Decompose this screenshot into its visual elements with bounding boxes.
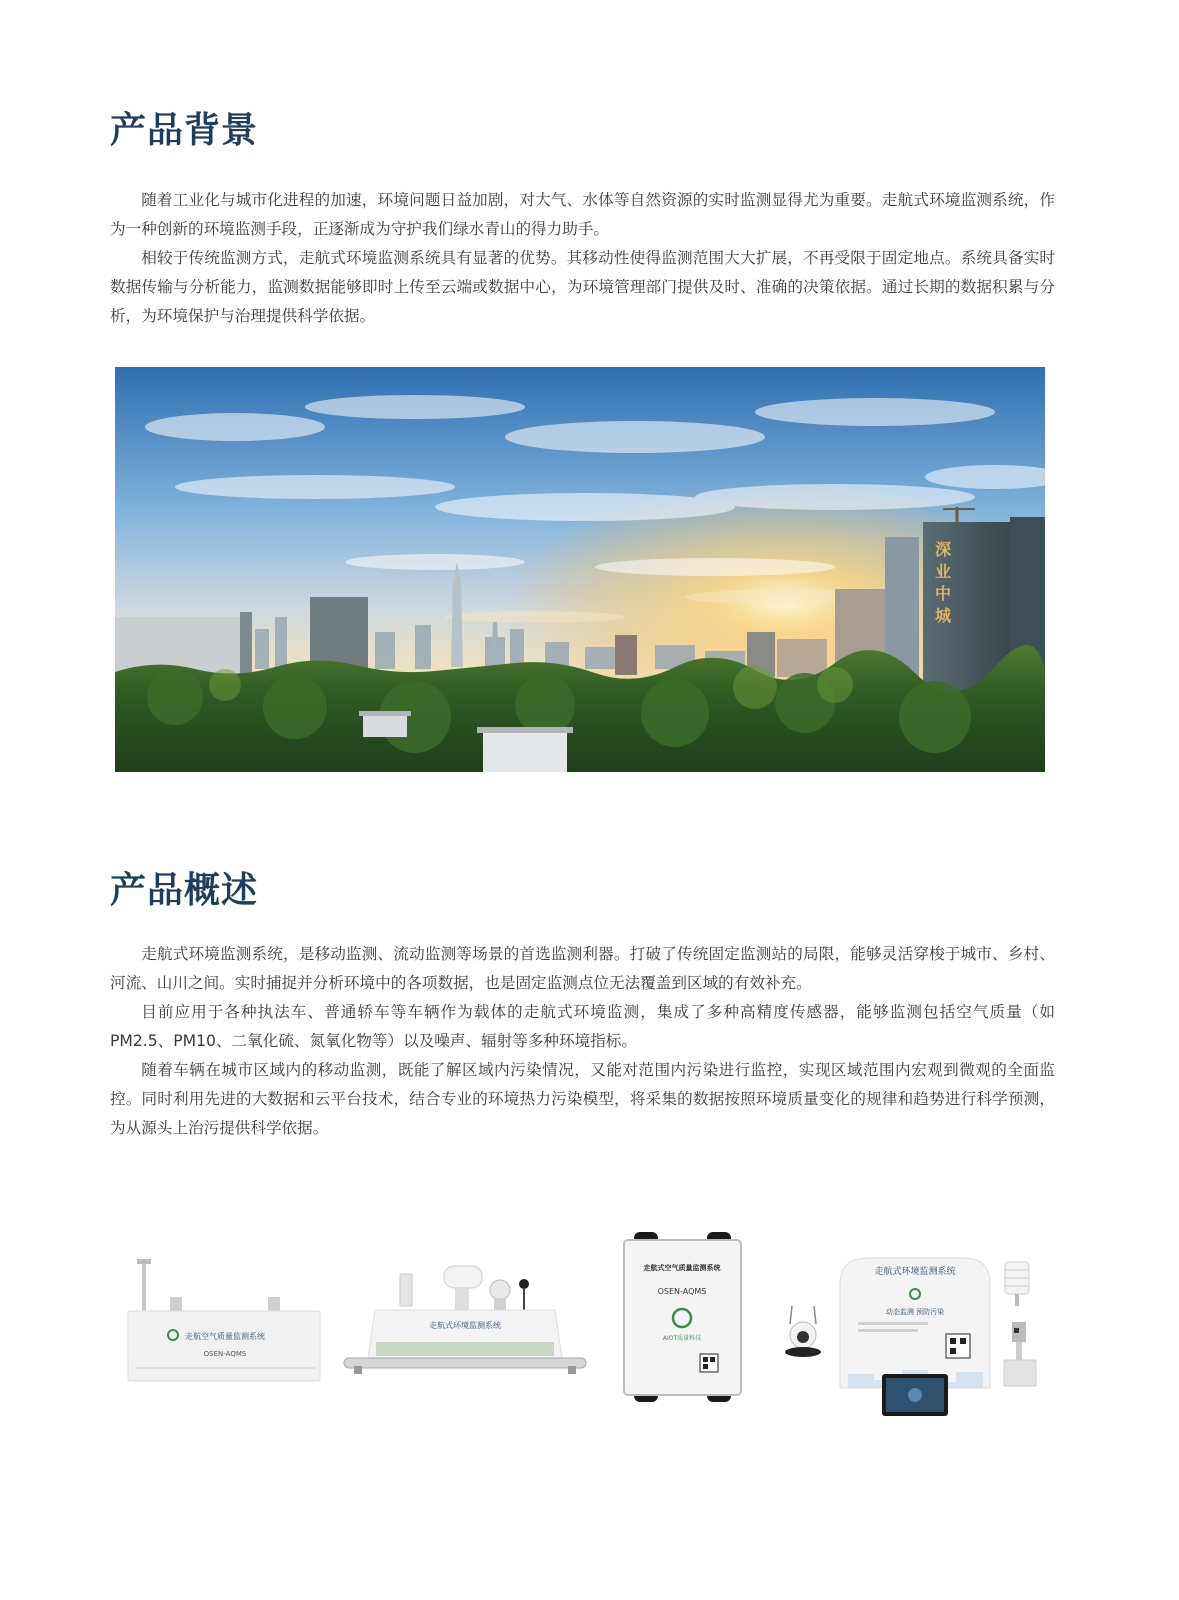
product-3-brand: AIOT质量科技 [662, 1335, 702, 1342]
overview-paragraph-2: 目前应用于各种执法车、普通轿车等车辆作为载体的走航式环境监测，集成了多种高精度传感器，能够监测包括空气质量（如PM2.5、PM10、二氧化硫、氮氧化物等）以及噪声、辐射等多种环境指标。 [110, 1003, 1055, 1050]
building-sign-char-1: 深 [935, 540, 952, 559]
section-title-background: 产品背景 [110, 110, 259, 151]
product-2-title: 走航式环境监测系统 [429, 1321, 501, 1330]
overview-paragraph-3: 随着车辆在城市区域内的移动监测，既能了解区域内污染情况，又能对范围内污染进行监控，实现区域范围内宏观到微观的全面监控。同时利用先进的大数据和云平台技术，结合专业的环境热力污染模型，将采集的数据按照环境质量变化的规律和趋势进行科学预测，为从源头上治污提供科学依据。 [110, 1061, 1055, 1137]
product-image-4 [778, 1248, 1048, 1418]
product-image-1 [125, 1255, 325, 1385]
product-image-2 [340, 1262, 590, 1387]
product-3-model: OSEN-AQMS [657, 1287, 707, 1296]
background-text [110, 186, 1055, 331]
building-sign-char-4: 城 [935, 606, 952, 625]
product-image-3 [620, 1230, 745, 1405]
city-skyline-photo [115, 367, 1045, 772]
background-paragraph-1: 随着工业化与城市化进程的加速，环境问题日益加剧，对大气、水体等自然资源的实时监测显得尤为重要。走航式环境监测系统，作为一种创新的环境监测手段，正逐渐成为守护我们绿水青山的得力助手。 [110, 191, 1055, 238]
building-sign-char-2: 业 [935, 562, 952, 581]
product-3-title: 走航式空气质量监测系统 [643, 1264, 721, 1272]
product-1-model: OSEN-AQMS [203, 1350, 247, 1358]
section-title-overview: 产品概述 [110, 870, 259, 911]
product-1-title: 走航空气质量监测系统 [185, 1332, 265, 1341]
overview-paragraph-1: 走航式环境监测系统，是移动监测、流动监测等场景的首选监测利器。打破了传统固定监测站的局限，能够灵活穿梭于城市、乡村、河流、山川之间。实时捕捉并分析环境中的各项数据，也是固定监测点位无法覆盖到区域的有效补充。 [110, 945, 1055, 992]
product-4-slogan: 动态监测 预防污染 [885, 1308, 945, 1316]
building-sign-char-3: 中 [935, 584, 952, 603]
product-4-title: 走航式环境监测系统 [874, 1267, 956, 1277]
background-paragraph-2: 相较于传统监测方式，走航式环境监测系统具有显著的优势。其移动性使得监测范围大大扩展，不再受限于固定地点。系统具备实时数据传输与分析能力，监测数据能够即时上传至云端或数据中心，为环境管理部门提供及时、准确的决策依据。通过长期的数据积累与分析，为环境保护与治理提供科学依据。 [110, 249, 1055, 325]
overview-text [110, 940, 1055, 1143]
